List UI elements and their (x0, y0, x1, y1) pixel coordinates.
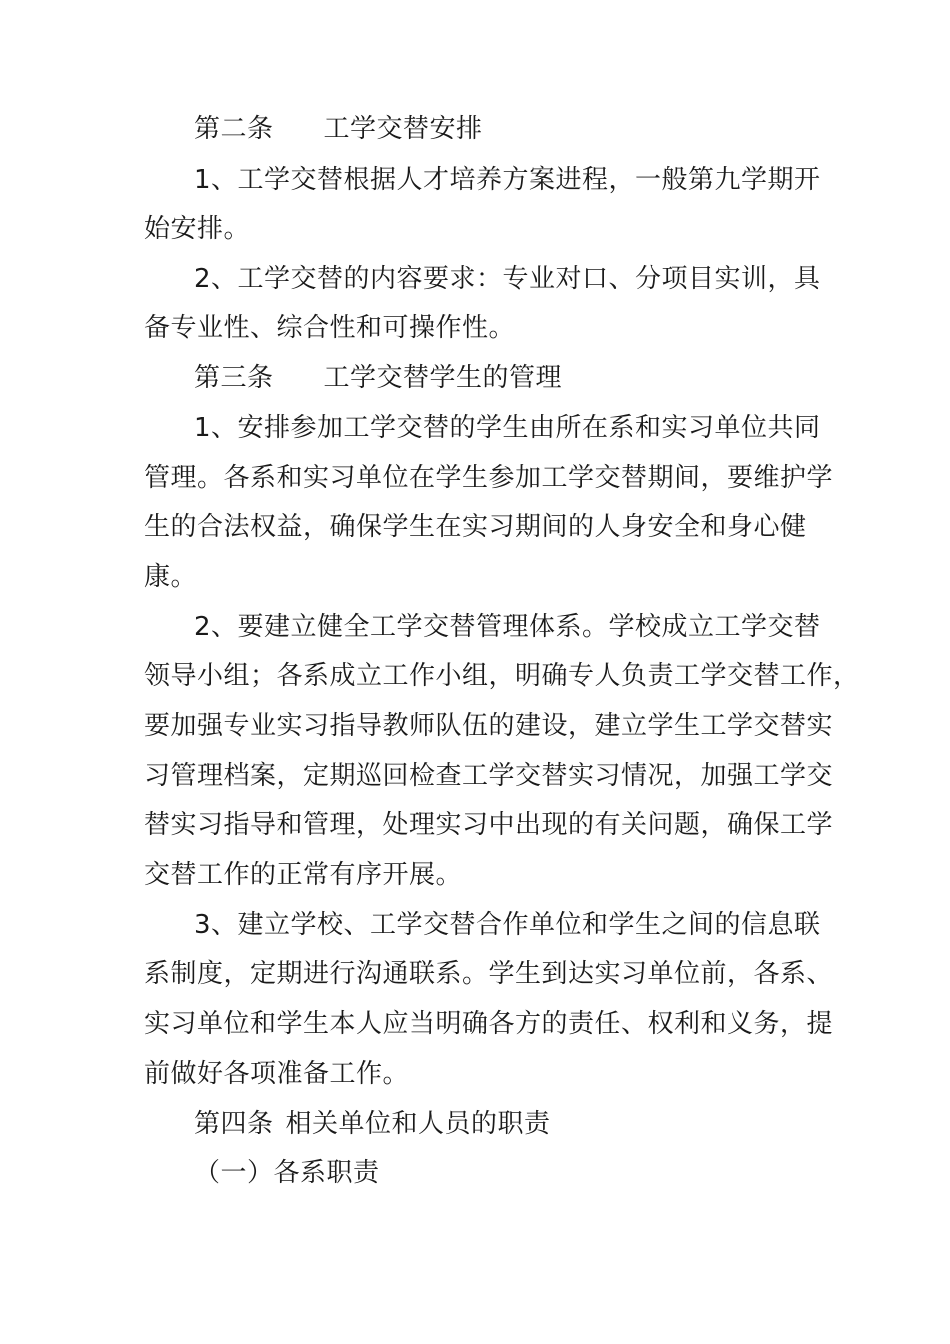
paragraph-line: 始安排。 (144, 214, 251, 244)
paragraph-line: 1、工学交替根据人才培养方案进程，一般第九学期开 (194, 165, 821, 195)
article-3-heading (194, 361, 562, 395)
paragraph-line: 2、要建立健全工学交替管理体系。学校成立工学交替 (194, 612, 821, 642)
article-2-number: 第二条 (194, 114, 274, 144)
paragraph-line: 前做好各项准备工作。 (144, 1059, 410, 1089)
paragraph-line: 备专业性、综合性和可操作性。 (144, 313, 516, 343)
article-4-number: 第四条 (194, 1109, 274, 1139)
paragraph-line: 交替工作的正常有序开展。 (144, 860, 463, 890)
paragraph-line: 替实习指导和管理，处理实习中出现的有关问题，确保工学 (144, 810, 834, 840)
subsection-heading: （一）各系职责 (194, 1158, 380, 1188)
paragraph-line: 生的合法权益，确保学生在实习期间的人身安全和身心健 (144, 512, 807, 542)
article-4-title: 相关单位和人员的职责 (285, 1109, 551, 1139)
article-2-title: 工学交替安排 (323, 114, 483, 144)
paragraph-line: 2、工学交替的内容要求：专业对口、分项目实训，具 (194, 264, 821, 294)
paragraph-line: 康。 (144, 562, 198, 592)
article-2-heading (194, 112, 483, 146)
article-4-heading (194, 1107, 551, 1141)
paragraph-line: 1、安排参加工学交替的学生由所在系和实习单位共同 (194, 413, 821, 443)
paragraph-line: 习管理档案，定期巡回检查工学交替实习情况，加强工学交 (144, 761, 834, 791)
article-3-number: 第三条 (194, 363, 274, 393)
paragraph-line: 领导小组；各系成立工作小组，明确专人负责工学交替工作， (144, 661, 860, 691)
article-3-title: 工学交替学生的管理 (323, 363, 563, 393)
paragraph-line: 管理。各系和实习单位在学生参加工学交替期间，要维护学 (144, 463, 834, 493)
paragraph-line: 3、建立学校、工学交替合作单位和学生之间的信息联 (194, 910, 821, 940)
paragraph-line: 系制度，定期进行沟通联系。学生到达实习单位前，各系、 (144, 959, 834, 989)
paragraph-line: 实习单位和学生本人应当明确各方的责任、权利和义务，提 (144, 1009, 834, 1039)
paragraph-line: 要加强专业实习指导教师队伍的建设，建立学生工学交替实 (144, 711, 834, 741)
